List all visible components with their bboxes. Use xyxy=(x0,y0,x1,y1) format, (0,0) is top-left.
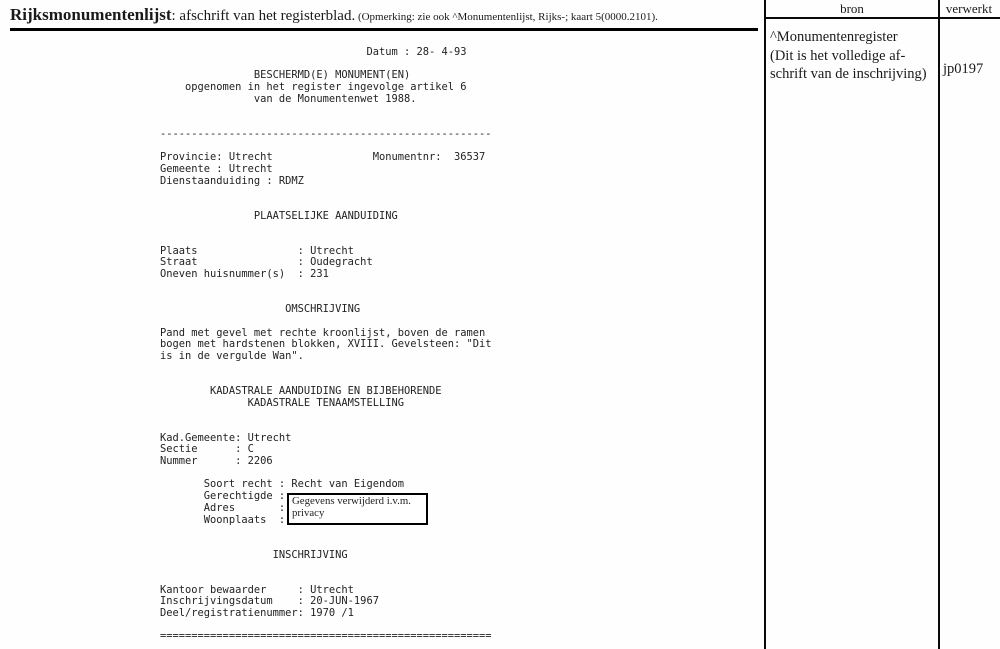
doc-blank-line xyxy=(160,234,600,246)
doc-blank-line xyxy=(160,281,600,293)
doc-heading-beschermd: BESCHERMD(E) MONUMENT(EN) xyxy=(160,69,411,82)
doc-line-kad-gemeente: Kad.Gemeente: Utrecht xyxy=(160,431,292,444)
privacy-text-line2: privacy xyxy=(292,506,325,519)
doc-line-woonplaats: Woonplaats : xyxy=(160,513,286,526)
doc-line-omschrijving-text: bogen met hardstenen blokken, XVIII. Gevelsteen: "Dit xyxy=(160,338,492,351)
bron-column-header: bron xyxy=(840,1,864,16)
doc-line-inschrijvingsdatum: Inschrijvingsdatum : 20-JUN-1967 xyxy=(160,595,379,608)
doc-heading-omschrijving: OMSCHRIJVING xyxy=(160,303,361,316)
doc-line: van de Monumentenwet 1988. xyxy=(160,92,417,105)
bron-note-line: (Dit is het volledige af- xyxy=(770,47,906,64)
doc-line-gemeente: Gemeente : Utrecht xyxy=(160,162,273,175)
doc-blank-line xyxy=(160,187,600,199)
doc-line-huisnummer: Oneven huisnummer(s) : 231 xyxy=(160,268,329,281)
doc-blank-line xyxy=(160,409,600,421)
page-header xyxy=(10,5,765,25)
doc-line-straat: Straat : Oudegracht xyxy=(160,256,373,269)
doc-line: opgenomen in het register ingevolge artikel 6 xyxy=(160,81,467,94)
doc-heading-kadastrale: KADASTRALE AANDUIDING EN BIJBEHORENDE xyxy=(160,384,442,397)
doc-line-provincie-monumentnr: Provincie: Utrecht Monumentnr: 36537 xyxy=(160,151,486,164)
verwerkt-column-header: verwerkt xyxy=(945,1,993,16)
bron-note-line: ^Monumentenregister xyxy=(770,29,898,45)
doc-blank-line xyxy=(160,105,600,117)
separator-dashed-line: ----------------------------------------------------- xyxy=(160,127,492,140)
title-underline xyxy=(10,28,758,31)
doc-line-gerechtigde: Gerechtigde : xyxy=(160,490,286,503)
doc-blank-line xyxy=(160,526,600,538)
doc-blank-line xyxy=(160,538,600,550)
doc-heading-plaatselijke-aanduiding: PLAATSELIJKE AANDUIDING xyxy=(160,209,398,222)
doc-blank-line xyxy=(160,199,600,211)
source-table-header xyxy=(766,0,1000,19)
page-title: Rijksmonumentenlijst xyxy=(10,5,172,24)
bron-note-line: schrift van de inschrijving) xyxy=(770,66,927,82)
doc-blank-line xyxy=(160,421,600,433)
doc-heading-kadastrale: KADASTRALE TENAAMSTELLING xyxy=(160,396,404,409)
doc-line-omschrijving-text: Pand met gevel met rechte kroonlijst, boven de ramen xyxy=(160,326,486,339)
doc-line-dienstaanduiding: Dienstaanduiding : RDMZ xyxy=(160,174,304,187)
page-note: (Opmerking: zie ook ^Monumentenlijst, Rijks-; kaart 5(0000.2101). xyxy=(355,11,658,23)
column-divider xyxy=(938,0,940,649)
bron-note xyxy=(770,28,936,84)
doc-line-datum: Datum : 28- 4-93 xyxy=(160,46,467,58)
doc-heading-inschrijving: INSCHRIJVING xyxy=(160,548,348,561)
doc-blank-line xyxy=(160,561,600,573)
doc-blank-line xyxy=(160,573,600,585)
page-subtitle: : afschrift van het registerblad. xyxy=(171,8,356,24)
separator-double-line: ===================================================== xyxy=(160,630,492,643)
doc-line-registratienummer: Deel/registratienummer: 1970 /1 xyxy=(160,607,354,619)
doc-line-omschrijving-text: is in de vergulde Wan". xyxy=(160,349,304,362)
verwerkt-code: jp0197 xyxy=(943,61,984,77)
doc-line-adres: Adres : xyxy=(160,501,286,514)
privacy-redaction-box xyxy=(287,493,428,525)
privacy-text-line1: Gegevens verwijderd i.v.m. xyxy=(292,495,411,507)
doc-blank-line xyxy=(160,316,600,328)
doc-line-sectie: Sectie : C xyxy=(160,443,254,456)
source-table xyxy=(764,0,1000,649)
doc-line-plaats: Plaats : Utrecht xyxy=(160,244,354,257)
doc-blank-line xyxy=(160,363,600,375)
doc-blank-line xyxy=(160,222,600,234)
doc-line-nummer: Nummer : 2206 xyxy=(160,455,273,468)
doc-line-kantoor-bewaarder: Kantoor bewaarder : Utrecht xyxy=(160,583,354,596)
doc-line-soort-recht: Soort recht : Recht van Eigendom xyxy=(160,478,404,491)
document-body xyxy=(160,47,600,643)
